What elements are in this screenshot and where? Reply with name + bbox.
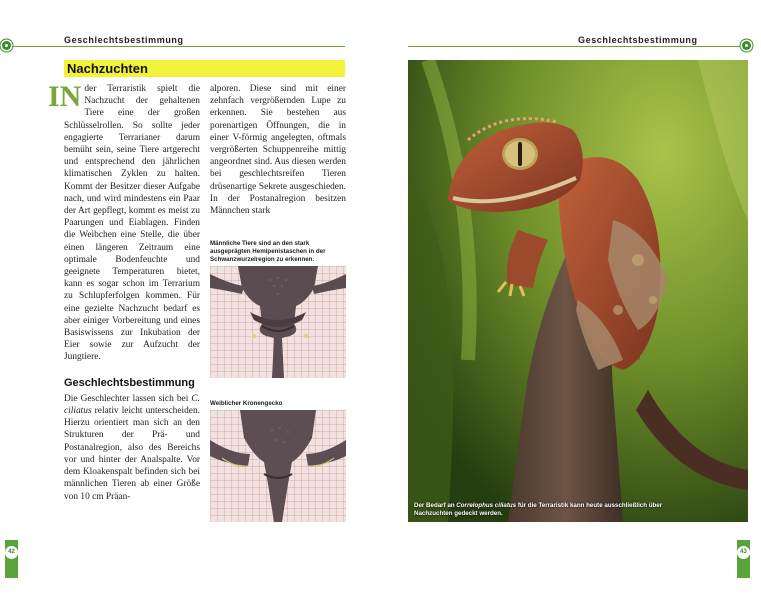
page-number-right: 43	[737, 546, 750, 559]
male-gecko-illustration	[210, 266, 346, 378]
drop-cap: IN	[48, 80, 82, 113]
female-gecko-illustration	[210, 410, 346, 522]
photo-crested-gecko	[408, 60, 748, 522]
subheading: Geschlechtsbestimmung	[64, 376, 195, 389]
photo-caption-b: für die Terraristik kann heute ausschließlich über Nachzuchten gedeckt werden.	[414, 502, 663, 517]
page-number-left: 42	[5, 546, 18, 559]
photo-caption-a: Der Bedarf an	[414, 502, 457, 509]
caption-male: Männliche Tiere sind an den stark ausgeprägten Hemipenistaschen in der Schwanzwurzelregion zu erkennen.	[210, 240, 326, 263]
photo-caption-species: Correlophus ciliatus	[456, 502, 517, 509]
gecko-on-branch-illustration	[408, 60, 748, 522]
sex-text-a: Die Geschlechter lassen sich bei	[64, 393, 192, 404]
intro-paragraph	[48, 80, 200, 364]
header-ornament-icon	[742, 41, 751, 50]
photo-female-underside	[210, 410, 346, 522]
section-title: Nachzuchten	[64, 60, 345, 77]
caption-female: Weiblicher Kronengecko	[210, 400, 283, 407]
species-name: C. ciliatus	[64, 393, 200, 417]
header-ornament-icon	[2, 41, 11, 50]
page-tab-right	[737, 540, 750, 578]
column-left	[48, 80, 200, 503]
photo-caption	[414, 502, 690, 518]
photo-male-underside	[210, 266, 346, 378]
pores-paragraph: alporen. Diese sind mit einer zehnfach vergrößernden Lupe zu erkennen. Sie bestehen aus porenartigen Öffnungen, die in einer V-förmig angelegten, oftmals vergrößerten Schuppenreihe mittig angeordnet sind. Aus diesen werden bei geschlechtsreifen Tieren drüsenartige Sekrete ausgeschieden. In der Postanalregion besitzen Männchen stark	[210, 84, 346, 217]
header-rule-right	[408, 46, 748, 47]
sex-paragraph	[64, 393, 200, 503]
running-head-left: Geschlechtsbestimmung	[64, 35, 184, 45]
page-tab-left	[5, 540, 18, 578]
column-right	[210, 83, 346, 217]
header-rule	[12, 46, 345, 47]
running-head-right: Geschlechtsbestimmung	[578, 35, 698, 45]
sex-text-b: relativ leicht unterscheiden. Hierzu orientiert man sich an den Strukturen der Prä- und Postanalregion, also des Bereichs vor und hinter der Analspalte. Vor dem Kloakenspalt befinden sich bei männlichen Tieren ab einer Größe von 10 cm Präan-	[64, 406, 200, 502]
intro-text: der Terraristik spielt die Nachzucht der gehaltenen Tiere eine der großen Schlüsselrollen. So sollte jeder engagierte Terrarianer darum bemüht sein, seine Tiere artgerecht und entsprechend den jährlichen klimatischen Zyklen zu halten. Kommt der Besitzer dieser Aufgabe nach, und wird mindestens ein Paar der Art gepflegt, kommt es meist zu Paarungen und Eiablagen. Finden die Weibchen eine Stelle, die über einen längeren Zeitraum eine optimale Bodenfeuchte und geeignete Temperaturen bietet, kann es sogar schon im Terrarium zu Schlupferfolgen kommen. Für eine gezielte Nachzucht bedarf es aber einiger Vorbereitung und eines Basiswissens zur Inkubation der Eier sowie zur Aufzucht der Jungtiere.	[64, 84, 200, 363]
